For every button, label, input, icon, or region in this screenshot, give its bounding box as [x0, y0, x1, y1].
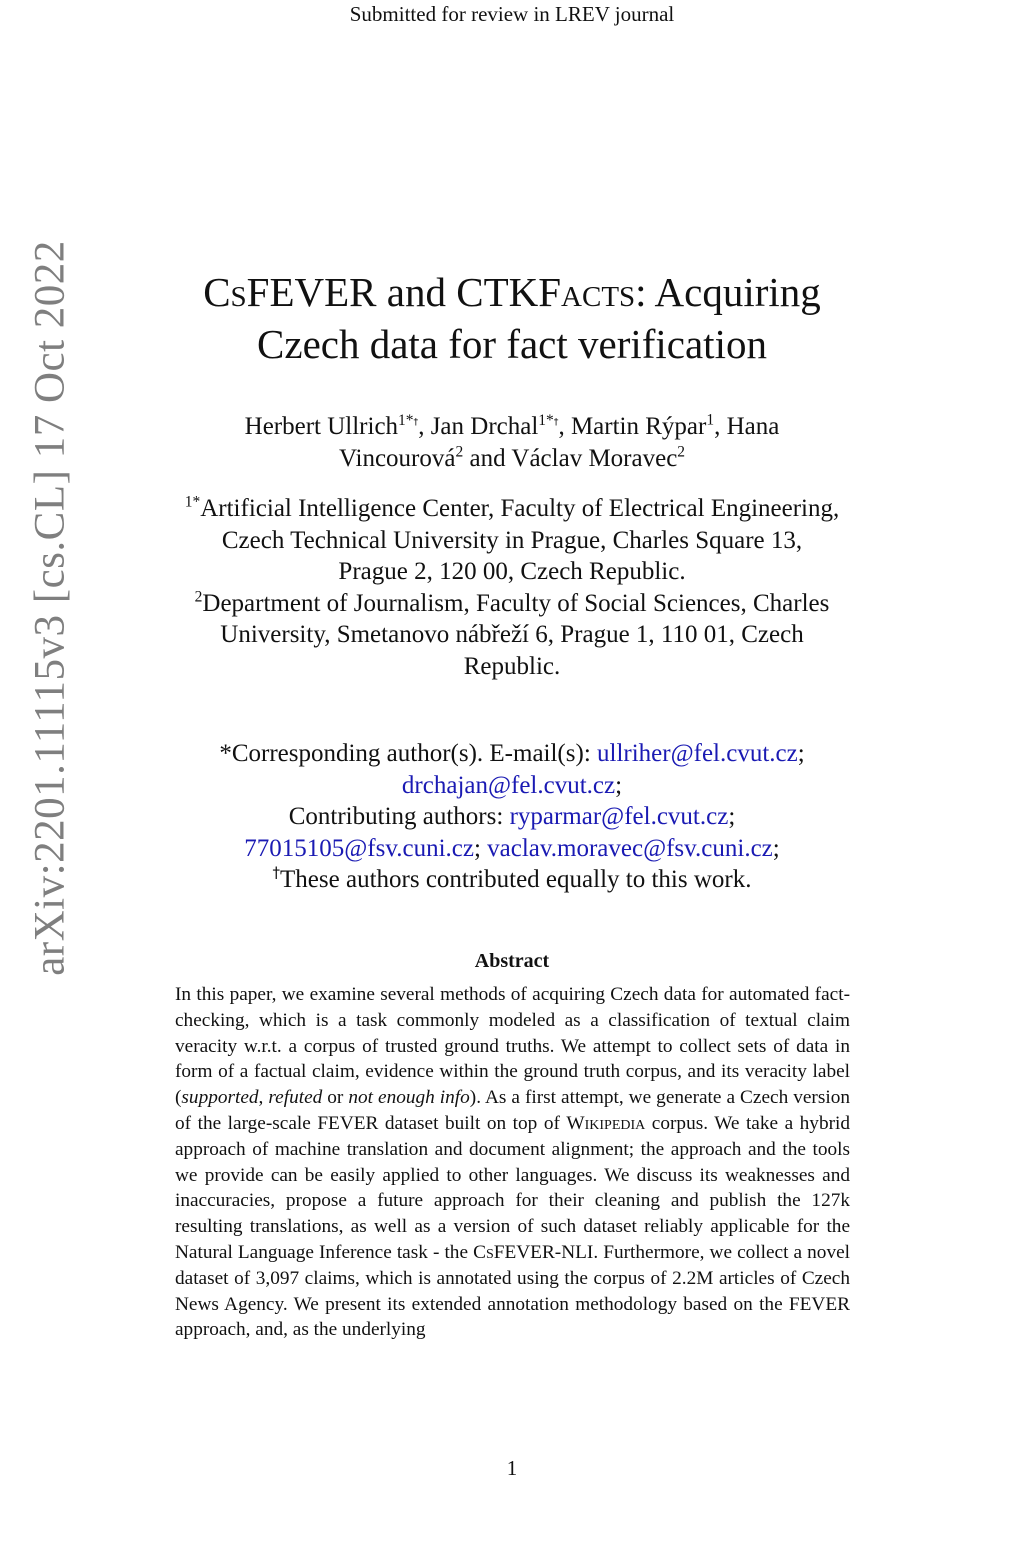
affiliation-mark: 1*†: [538, 411, 559, 429]
email-link-77015105[interactable]: 77015105@fsv.cuni.cz: [244, 834, 474, 862]
affiliation-mark: 1: [706, 411, 715, 429]
title-line-2: Czech data for fact verification: [257, 321, 767, 367]
journal-header-note: Submitted for review in LREV journal: [349, 2, 675, 26]
label-refuted: refuted: [268, 1087, 323, 1109]
affiliation-2-mark: 2: [194, 588, 203, 606]
page-number: 1: [506, 1456, 518, 1480]
author-rypar: Martin Rýpar: [570, 413, 707, 440]
title-rest: : Acquiring: [635, 269, 821, 315]
abstract-body: In this paper, we examine several methods of acquiring Czech data for automated fact-checking, which is a task commonly modeled as a classification of textual claim veracity w.r.t. a corpus of trusted ground truths. We attempt to collect sets of data in form of a factual claim, evidence within the ground truth corpus, and its veracity label (supported, refuted or not enough info). As a first attempt, we generate a Czech version of the large-scale FEVER dataset built on top of Wikipedia corpus. We take a hybrid approach of machine translation and document alignment; the approach and the tools we provide can be easily applied to other languages. We discuss its weaknesses and inaccuracies, propose a future approach for their cleaning and publish the 127k resulting translations, as well as a version of such dataset reliably applicable for the Natural Language Inference task - the CsFEVER-NLI. Furthermore, we collect a novel dataset of 3,097 claims, which is annotated using the corpus of 2.2M articles of Czech News Agency. We present its extended annotation methodology based on the FEVER approach, and, as the underlying: [175, 984, 851, 1341]
wikipedia-term: Wikipedia: [566, 1112, 646, 1134]
dagger-mark: †: [272, 863, 281, 882]
equal-contribution-note: These authors contributed equally to this work.: [280, 866, 752, 893]
email-link-ryparmar[interactable]: ryparmar@fel.cvut.cz: [509, 803, 729, 830]
csfever-nli-term: CsFEVER-NLI: [473, 1241, 594, 1263]
author-list: Herbert Ullrich$^{1*\dagger}$, Jan Drchal$^{1*\dagger}$, Martin Rýpar$^1$, Hana Vincourová$^2$ and Václav Moravec$^2$: [244, 411, 780, 472]
affiliation-2: $^2$Department of Journalism, Faculty of Social Sciences, Charles University, Smetanovo nábřeží 6, Prague 1, 110 01, Czech Republic.: [194, 588, 830, 680]
affiliation-mark: 1*†: [398, 411, 419, 429]
arxiv-identifier-stamp: arXiv:2201.11115v3 [cs.CL] 17 Oct 2022: [26, 240, 74, 976]
author-contacts: *Corresponding author(s). E-mail(s): ullriher@fel.cvut.cz; drchajan@fel.cvut.cz; Contributing authors: ryparmar@fel.cvut.cz; 77015105@fsv.cuni.cz; vaclav.moravec@fsv.cuni.cz; †These authors contributed equally to this work.: [219, 740, 805, 893]
contributing-label: Contributing authors:: [288, 803, 504, 830]
author-vincourova-last: Vincourová: [338, 444, 456, 472]
email-link-drchajan[interactable]: drchajan@fel.cvut.cz: [401, 771, 616, 799]
affiliation-1: $^{1*}$Artificial Intelligence Center, Faculty of Electrical Engineering, Czech Technical University in Prague, Charles Square 13, Prague 2, 120 00, Czech Republic.: [184, 493, 840, 585]
author-moravec: Václav Moravec: [511, 444, 678, 472]
affiliation-mark: 2: [455, 443, 464, 461]
email-link-ullriher[interactable]: ullriher@fel.cvut.cz: [597, 740, 798, 767]
affiliations: [140, 493, 884, 682]
abstract-heading: Abstract: [474, 950, 550, 972]
corresponding-label: *Corresponding author(s). E-mail(s):: [219, 740, 591, 767]
author-vincourova-first: Hana: [726, 413, 780, 440]
author-and: and: [469, 444, 506, 472]
author-drchal: Jan Drchal: [430, 413, 539, 440]
affiliation-1-mark: 1*: [184, 493, 201, 511]
author-ullrich: Herbert Ullrich: [244, 413, 399, 440]
title-ctkfacts: CTKFacts: [456, 269, 636, 315]
label-supported: supported: [181, 1087, 259, 1109]
title-csfever: CsFEVER: [203, 269, 377, 315]
label-not-enough-info: not enough info: [348, 1087, 470, 1109]
title-and: and: [376, 269, 457, 315]
email-link-vaclav-moravec[interactable]: vaclav.moravec@fsv.cuni.cz: [487, 834, 773, 862]
paper-title: [100, 266, 924, 370]
affiliation-mark: 2: [677, 443, 686, 461]
title-line-1: [100, 266, 924, 318]
